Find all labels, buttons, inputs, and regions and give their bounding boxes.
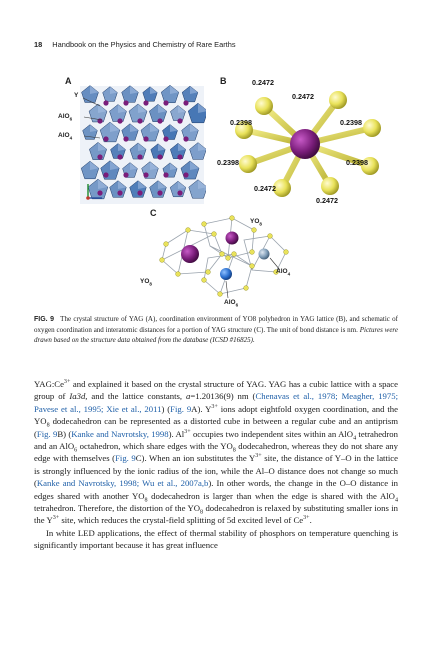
distance-bottom-right: 0.2472 [316, 196, 338, 205]
yttrium-atom [183, 100, 188, 105]
yttrium-atom [137, 190, 142, 195]
oxygen-atom [321, 177, 339, 195]
oxygen-atom [329, 91, 347, 109]
label-alo4-a: AlO$_4$ [58, 132, 73, 141]
label-yo8-top: $YO_8$ [250, 218, 262, 227]
label-alo4-c: AlO$_4$ [276, 268, 291, 277]
yttrium-atom [103, 172, 108, 177]
panel-label-c: C [150, 208, 157, 218]
figure-caption [34, 314, 398, 346]
oxygen-atom [202, 278, 207, 283]
distance-low-right: 0.2398 [346, 158, 368, 167]
body-text [34, 378, 398, 552]
yttrium-atom [183, 172, 188, 177]
oxygen-atom [268, 234, 273, 239]
running-title: Handbook on the Physics and Chemistry of Rare Earths [52, 40, 236, 49]
yttrium-atom [123, 172, 128, 177]
yttrium-atom [97, 190, 102, 195]
aluminium-atom [259, 249, 270, 260]
label-y: Y [74, 92, 79, 99]
yttrium-atom [143, 136, 148, 141]
figure-link[interactable]: Fig. 9 [36, 428, 58, 439]
panel-c-schematic [148, 214, 296, 308]
yttrium-atom [226, 232, 239, 245]
label-alo6-a: AlO$_6$ [58, 113, 73, 122]
oxygen-atom [363, 119, 381, 137]
oxygen-atom [239, 155, 257, 173]
distance-top-left: 0.2472 [252, 78, 274, 87]
yttrium-atom [103, 100, 108, 105]
oxygen-atom [164, 242, 169, 247]
oxygen-atom [230, 216, 235, 221]
yttrium-atom [137, 118, 142, 123]
oxygen-atom [218, 292, 223, 297]
page-number: 18 [34, 40, 43, 49]
yttrium-atom [137, 154, 142, 159]
figure-number: FIG. 9 [34, 316, 54, 323]
oxygen-atom [232, 252, 237, 257]
yttrium-atom [157, 154, 162, 159]
figure-link[interactable]: Fig. 9 [170, 403, 192, 414]
yttrium-atom [183, 136, 188, 141]
caption-note: Pictures were drawn based on the structure data obtained from the database (ICSD #16825). [34, 326, 398, 345]
distance-mid-left: 0.2398 [230, 118, 252, 127]
distance-mid-right: 0.2398 [340, 118, 362, 127]
figure-link[interactable]: Fig. 9 [115, 453, 136, 464]
oxygen-atom [255, 97, 273, 115]
oxygen-atom [202, 222, 207, 227]
distance-bottom-left: 0.2472 [254, 184, 276, 193]
yttrium-atom [157, 190, 162, 195]
yttrium-atom [123, 136, 128, 141]
yttrium-atom [97, 154, 102, 159]
distance-top-right: 0.2472 [292, 92, 314, 101]
yttrium-atom [143, 100, 148, 105]
yttrium-atom [177, 154, 182, 159]
label-alo6-c: AlO$_6$ [224, 299, 239, 308]
running-header [34, 40, 404, 49]
yttrium-atom [163, 172, 168, 177]
aluminium-atom [220, 268, 232, 280]
yttrium-atom [177, 190, 182, 195]
yttrium-atom [123, 100, 128, 105]
oxygen-atom [250, 264, 255, 269]
yttrium-atom [181, 245, 199, 263]
oxygen-atom [244, 286, 249, 291]
yttrium-atom [163, 136, 168, 141]
oxygen-atom [284, 250, 289, 255]
label-yo8-left: $YO_8$ [140, 278, 152, 287]
paragraph-1: $YAG:Ce^{3+}$ and explained it based on the crystal structure of YAG. YAG has a cubic lattice with a space group of Ia3d, and the lattice constants, a=1.20136(9) nm (Chenavas et al., 1978; Meagher, 1975; Pavese et al., 1995; Xie et al., 2011) (Fig. 9A). $Y^{3+}$ ions adopt eightfold oxygen coordination, and the $YO_8$ dodecahedron can be represented as a distorted cube in between a regular cube and an antiprism (Fig. 9B) (Kanke and Navrotsky, 1998). $Al^{3+}$ occupies two independent sites within an AlO$_4$ tetrahedron and an AlO$_6$ octahedron, which share edges with the $YO_8$ dodecahedron, whereas they do not share any edge with themselves (Fig. 9C). When an ion substitutes the $Y^{3+}$ site, the distance of Y–O in the lattice is strongly influenced by the ionic radius of the ion, while the Al–O distance does not change so much (Kanke and Navrotsky, 1998; Wu et al., 2007a,b). In other words, the change in the O–O distance in edges shared with another $YO_8$ dodecahedron is larger than when the edge is shared with the AlO$_4$ tetrahedron. Therefore, the distortion of the $YO_8$ dodecahedron is relaxed by substituting smaller ions in the $Y^{3+}$ site, which reduces the crystal-field splitting of 5d excited level of $Ce^{3+}$. [34, 379, 399, 526]
yttrium-atom [103, 136, 108, 141]
yttrium-atom [143, 172, 148, 177]
oxygen-atom [220, 252, 225, 257]
panel-label-a: A [65, 76, 72, 86]
yttrium-atom [117, 118, 122, 123]
oxygen-atom [252, 228, 257, 233]
yttrium-atom [163, 100, 168, 105]
panel-label-b: B [220, 76, 227, 86]
oxygen-atom [176, 272, 181, 277]
oxygen-atom [212, 232, 217, 237]
yttrium-atom [117, 154, 122, 159]
caption-text: The crystal structure of YAG (A), coordination environment of YO8 polyhedron in YAG lattice (B), and schematic of oxygen coordination and interatomic distances for a portion of YAG structure (C). The unit of bond distance is nm. [34, 315, 399, 335]
distance-low-left: 0.2398 [217, 158, 239, 167]
paragraph-2: In white LED applications, the effect of thermal stability of phosphors on temperature quenching is significantly important because it has great influence [34, 527, 398, 551]
yttrium-atom [177, 118, 182, 123]
yttrium-atom [117, 190, 122, 195]
oxygen-atom [206, 270, 211, 275]
axis-origin [86, 196, 90, 200]
panel-a-crystal-structure [58, 84, 206, 208]
oxygen-atom [226, 256, 231, 261]
citation-link[interactable]: Kanke and Navrotsky, 1998 [71, 428, 169, 439]
yttrium-center-atom [290, 129, 320, 159]
citation-link[interactable]: Kanke and Navrotsky, 1998; Wu et al., 2007a,b [36, 478, 209, 489]
citation-link[interactable]: Chenavas et al., 1978; Meagher, 1975; Pavese et al., 1995; Xie et al., 2011 [34, 391, 398, 414]
oxygen-atom [186, 228, 191, 233]
oxygen-atom [250, 250, 255, 255]
oxygen-atom [160, 258, 165, 263]
yttrium-atom [157, 118, 162, 123]
